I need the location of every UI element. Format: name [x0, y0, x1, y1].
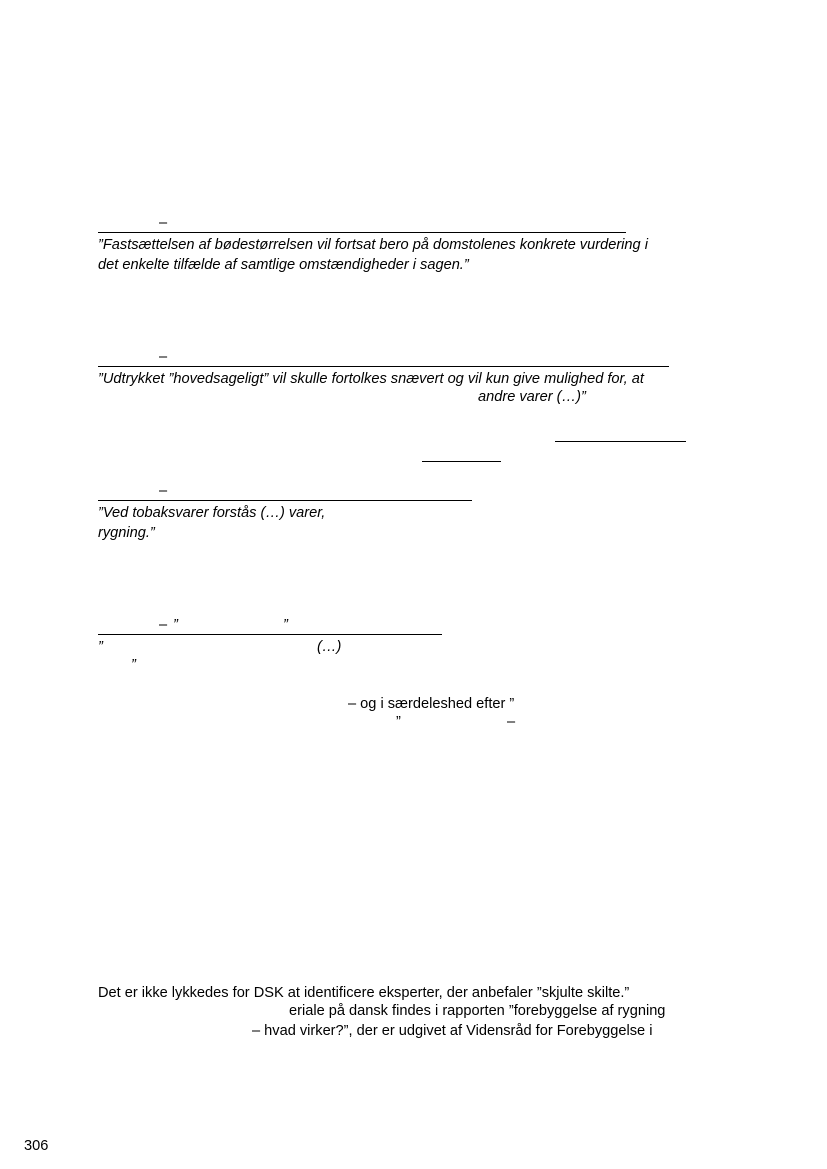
block1-heading-rule [98, 232, 626, 233]
underline-rule-b [422, 461, 501, 462]
block3-quote-line1: ”Ved tobaksvarer forstås (…) varer, [98, 505, 326, 521]
block2-dash: – [159, 349, 168, 365]
block1-quote-line2: det enkelte tilfælde af samtlige omstændigheder i sagen.” [98, 257, 469, 273]
block3-heading-rule [98, 500, 472, 501]
block3-dash: – [159, 483, 168, 499]
block4-quote-c: ” [98, 639, 103, 655]
block5-dash: – [507, 714, 516, 730]
block1-quote-line1: ”Fastsættelsen af bødestørrelsen vil fortsat bero på domstolenes konkrete vurdering i [98, 237, 648, 253]
block5-line1: – og i særdeleshed efter ” [348, 696, 515, 712]
page-number: 306 [24, 1138, 49, 1154]
block4-dash: – [159, 617, 168, 633]
block5-quote: ” [396, 714, 401, 730]
block1-dash: – [159, 215, 168, 231]
block4-ellipsis: (…) [317, 639, 342, 655]
block4-heading-rule [98, 634, 442, 635]
closing-line3: – hvad virker?”, der er udgivet af Vidensråd for Forebyggelse i [252, 1023, 653, 1039]
block4-quote-b: ” [283, 617, 288, 633]
block2-quote-line2: andre varer (…)” [478, 389, 586, 405]
block2-heading-rule [98, 366, 669, 367]
closing-line1: Det er ikke lykkedes for DSK at identificere eksperter, der anbefaler ”skjulte skilte.” [98, 985, 630, 1001]
block2-quote-line1: ”Udtrykket ”hovedsageligt” vil skulle fortolkes snævert og vil kun give mulighed for, at [98, 371, 644, 387]
block4-quote-a: ” [173, 617, 178, 633]
block4-quote-d: ” [131, 657, 136, 673]
underline-rule-a [555, 441, 686, 442]
closing-line2: eriale på dansk findes i rapporten ”forebyggelse af rygning [289, 1003, 666, 1019]
block3-quote-line2: rygning.” [98, 525, 155, 541]
